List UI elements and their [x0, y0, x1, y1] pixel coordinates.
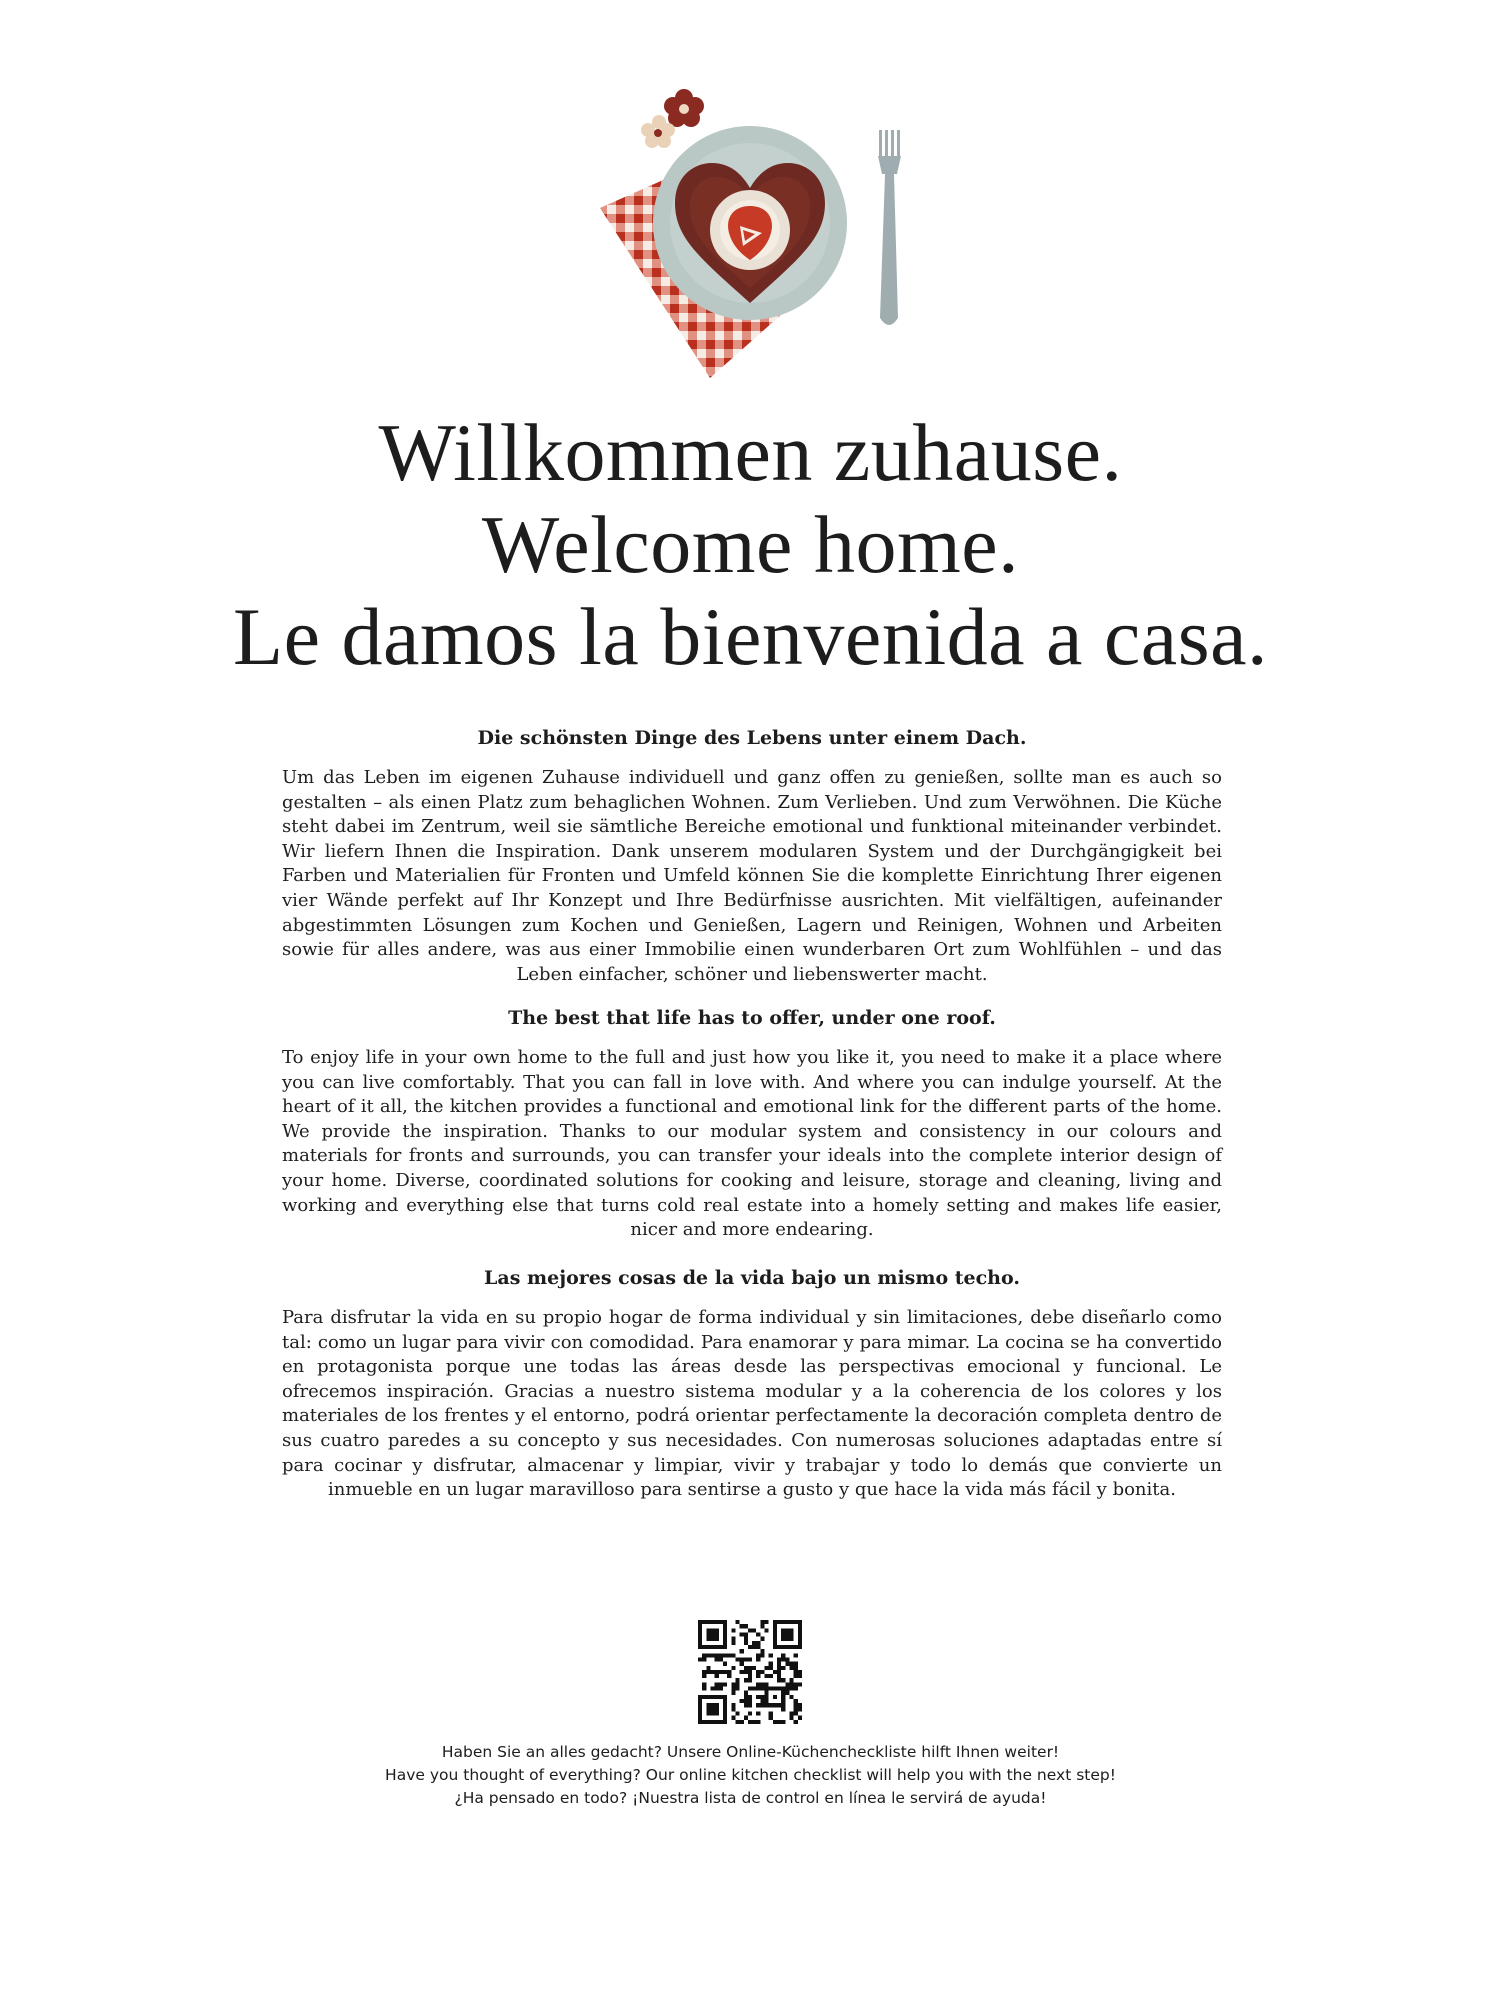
headline-spanish: Le damos la bienvenida a casa. [233, 591, 1268, 682]
fork [878, 130, 901, 325]
headline-german: Willkommen zuhause. [378, 407, 1123, 498]
footer-text-english: Have you thought of everything? Our online kitchen checklist will help you with the next step! [385, 1766, 1116, 1784]
qr-code-icon[interactable] [698, 1620, 802, 1724]
section-body-spanish: Para disfrutar la vida en su propio hogar de forma individual y sin limitaciones, debe diseñarlo como tal: como un lugar para vivir con comodidad. Para enamorar y para mimar. La cocina se ha convertido en protagonista porque une todas las áreas desde las perspectivas emocional y funcional. Le ofrecemos inspiración. Gracias a nuestro sistema modular y a la coherencia de los colores y los materiales de los frentes y el entorno, podrá orientar perfectamente la decoración completa dentro de sus cuatro paredes a su concepto y sus necesidades. Con numerosas soluciones adaptadas entre sí para cocinar y disfrutar, almacenar y limpiar, vivir y trabajar y todo lo demás que convierte un inmueble en un lugar maravilloso para sentirse a gusto y que hace la vida más fácil y bonita. [282, 1307, 1222, 1501]
section-body-english: To enjoy life in your own home to the full and just how you like it, you need to make it a place where you can live comfortably. That you can fall in love with. And where you can indulge yourself. At the heart of it all, the kitchen provides a functional and emotional link for the different parts of the home. We provide the inspiration. Thanks to our modular system and consistency in our colours and materials for fronts and surrounds, you can transfer your ideals into the complete interior design of your home. Diverse, coordinated solutions for cooking and leisure, storage and cleaning, living and working and everything else that turns cold real estate into a homely setting and makes life easier, nicer and more endearing. [282, 1047, 1222, 1241]
section-heading-spanish: Las mejores cosas de la vida bajo un mismo techo. [484, 1267, 1020, 1289]
section-body-german: Um das Leben im eigenen Zuhause individuell und ganz offen zu genießen, sollte man es auch so gestalten – als einen Platz zum behaglichen Wohnen. Zum Verlieben. Und zum Verwöhnen. Die Küche steht dabei im Zentrum, weil sie sämtliche Bereiche emotional und funktional miteinander verbindet. Wir liefern Ihnen die Inspiration. Dank unserem modularen System und der Durchgängigkeit bei Farben und Materialien für Fronten und Umfeld können Sie die komplette Einrichtung Ihrer eigenen vier Wände perfekt auf Ihr Konzept und Ihre Bedürfnisse ausrichten. Mit vielfältigen, aufeinander abgestimmten Lösungen zum Kochen und Genießen, Lagern und Reinigen, Wohnen und Arbeiten sowie für alles andere, was aus einer Immobilie einen wunderbaren Ort zum Wohlfühlen – und das Leben einfacher, schöner und liebenswerter macht. [282, 767, 1222, 985]
section-english [282, 1006, 1222, 1243]
footer-text-spanish: ¿Ha pensado en todo? ¡Nuestra lista de control en línea le servirá de ayuda! [454, 1789, 1047, 1807]
section-spanish [282, 1266, 1222, 1503]
section-german [282, 726, 1222, 987]
headline-english: Welcome home. [481, 499, 1020, 590]
footer-text-german: Haben Sie an alles gedacht? Unsere Online-Küchencheckliste hilft Ihnen weiter! [441, 1743, 1060, 1761]
section-heading-english: The best that life has to offer, under one roof. [508, 1007, 996, 1029]
plate-heart-illustration [580, 88, 920, 388]
section-heading-german: Die schönsten Dinge des Lebens unter einem Dach. [477, 727, 1027, 749]
flower-decoration [641, 89, 704, 148]
